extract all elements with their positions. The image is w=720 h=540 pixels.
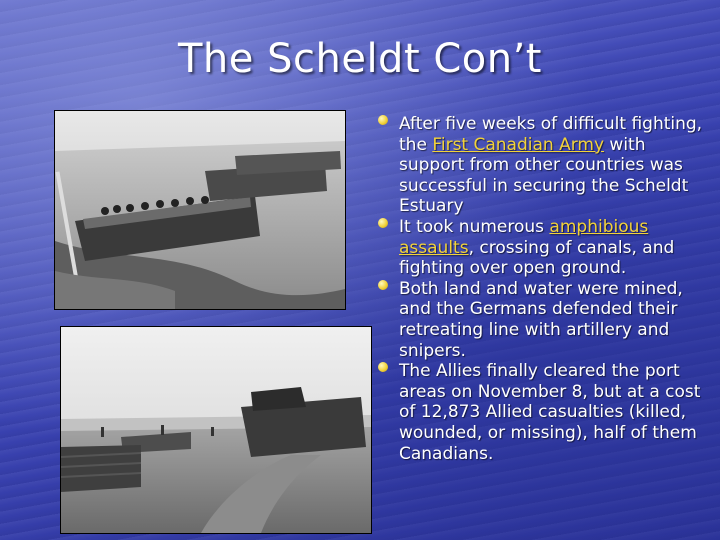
bullet-dot-icon <box>378 362 388 372</box>
bullet-item: Both land and water were mined, and the Germans defended their retreating line with artillery and snipers. <box>372 279 707 361</box>
link-first-canadian-army[interactable]: First Canadian Army <box>432 134 605 155</box>
bullet-dot-icon <box>378 280 388 290</box>
bullet-dot-icon <box>378 115 388 125</box>
beach-landing-photo <box>60 326 372 534</box>
slide-title: The Scheldt Con’t <box>177 36 542 82</box>
bullet-dot-icon <box>378 218 388 228</box>
link-amphibious-assaults[interactable]: amphibious assaults <box>399 216 649 258</box>
bullet-item: After five weeks of difficult fighting, the First Canadian Army with support from other countries was successful in securing the Scheldt Estuary <box>372 114 707 217</box>
amphibious-vehicles-photo <box>54 110 346 310</box>
bullet-item: The Allies finally cleared the port areas on November 8, but at a cost of 12,873 Allied casualties (killed, wounded, or missing), half of them Canadians. <box>372 361 707 464</box>
bullet-list <box>372 114 707 464</box>
bullet-item: It took numerous amphibious assaults, crossing of canals, and fighting over open ground. <box>372 217 707 279</box>
